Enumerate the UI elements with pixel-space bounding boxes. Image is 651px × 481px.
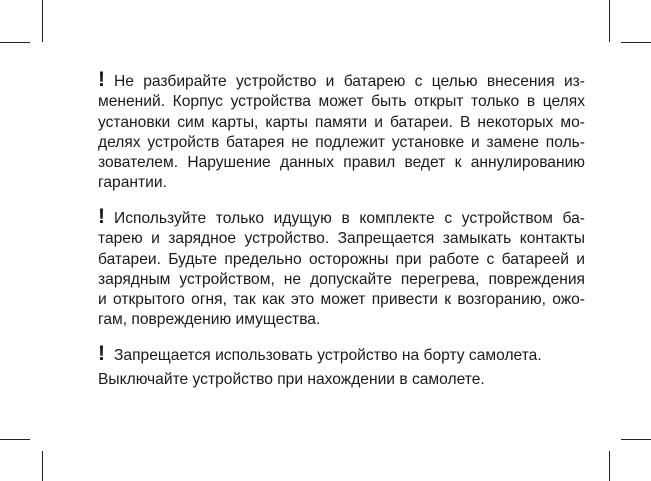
warning-paragraph-aircraft <box>98 342 585 391</box>
warning-paragraph-disassembly <box>98 68 585 194</box>
paragraph-line: делях устройств батарея не подлежит установке и замене поль- <box>98 133 585 151</box>
paragraph-line: Выключайте устройство при нахождении в самолете. <box>98 371 485 389</box>
paragraph-line: гам, повреждению имущества. <box>98 311 321 329</box>
crop-mark-top-left-vertical <box>42 0 43 42</box>
paragraph-line: установки сим карты, карты памяти и батареи. В некоторых мо- <box>98 113 585 131</box>
crop-mark-top-right-horizontal <box>621 42 651 43</box>
warning-exclamation-icon: ! <box>98 205 105 228</box>
paragraph-line: зователем. Нарушение данных правил ведет к аннулированию <box>98 154 585 172</box>
crop-mark-bottom-left-vertical <box>42 451 43 481</box>
crop-mark-bottom-right-horizontal <box>621 439 651 440</box>
paragraph-line: ! Запрещается использовать устройство на борту самолета. <box>98 342 542 365</box>
crop-mark-bottom-right-vertical <box>609 451 610 481</box>
paragraph-line: менений. Корпус устройства может быть открыт только в целях <box>98 93 585 111</box>
paragraph-line: зарядным устройством, не допускайте перегрева, повреждения <box>98 270 585 288</box>
paragraph-line: тарею и зарядное устройство. Запрещается замыкать контакты <box>98 230 585 248</box>
warning-exclamation-icon: ! <box>98 342 105 365</box>
paragraph-line: ! Не разбирайте устройство и батарею с целью внесения из- <box>98 68 585 91</box>
warning-paragraph-battery <box>98 205 585 331</box>
paragraph-line: гарантии. <box>98 174 167 192</box>
crop-mark-top-left-horizontal <box>0 42 30 43</box>
paragraph-line: и открытого огня, так как это может привести к возгоранию, ожо- <box>98 291 585 309</box>
paragraph-line: ! Используйте только идущую в комплекте с устройством ба- <box>98 205 585 228</box>
warning-exclamation-icon: ! <box>98 68 105 91</box>
crop-mark-bottom-left-horizontal <box>0 439 30 440</box>
crop-mark-top-right-vertical <box>609 0 610 42</box>
paragraph-line: батареи. Будьте предельно осторожны при работе с батареей и <box>98 250 585 268</box>
